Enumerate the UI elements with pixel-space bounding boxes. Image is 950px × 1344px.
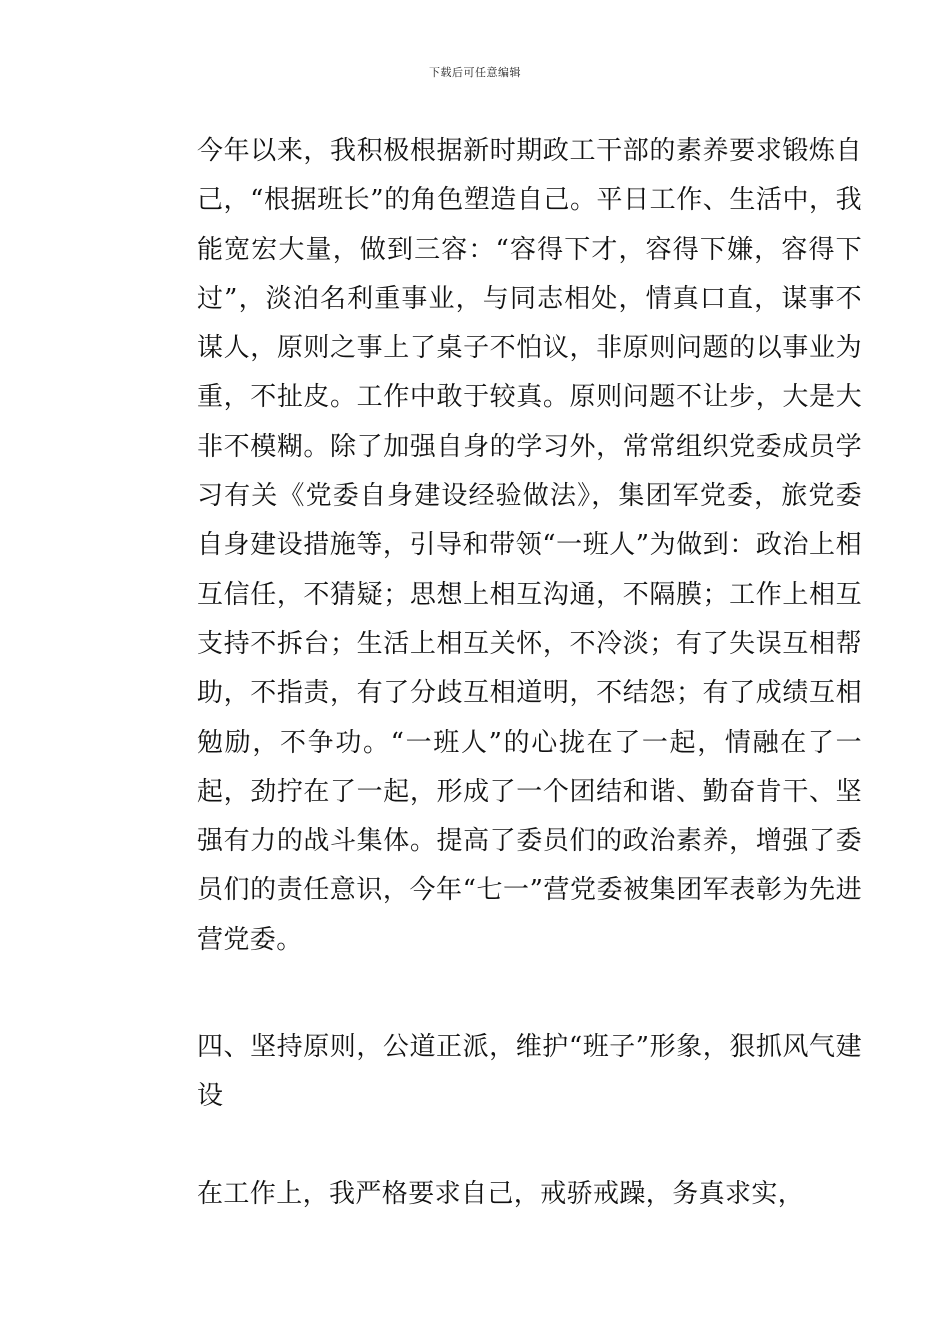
page-header-note: 下载后可任意编辑: [429, 66, 521, 79]
paragraph-body-continued: 在工作上，我严格要求自己，戒骄戒躁，务真求实，: [197, 1179, 805, 1209]
section-heading: 四、坚持原则，公道正派，维护“班子”形象，狠抓风气建设: [197, 1032, 862, 1112]
paragraph-body: 今年以来，我积极根据新时期政工干部的素养要求锻炼自己，“根据班长”的角色塑造自己。平日工作、生活中，我能宽宏大量，做到三容：“容得下才，容得下嫌，容得下过”，淡泊名利重事业，与同志相处，情真口直，谋事不谋人，原则之事上了桌子不怕议，非原则问题的以事业为重，不扯皮。工作中敢于较真。原则问题不让步，大是大非不模糊。除了加强自身的学习外，常常组织党委成员学习有关《党委自身建设经验做法》，集团军党委，旅党委自身建设措施等，引导和带领“一班人”为做到：政治上相互信任，不猜疑；思想上相互沟通，不隔膜；工作上相互支持不拆台；生活上相互关怀，不冷淡；有了失误互相帮助，不指责，有了分歧互相道明，不结怨；有了成绩互相勉励，不争功。“一班人”的心拢在了一起，情融在了一起，劲拧在了一起，形成了一个团结和谐、勤奋肯干、坚强有力的战斗集体。提高了委员们的政治素养，增强了委员们的责任意识，今年“七一”营党委被集团军表彰为先进营党委。: [197, 136, 862, 955]
